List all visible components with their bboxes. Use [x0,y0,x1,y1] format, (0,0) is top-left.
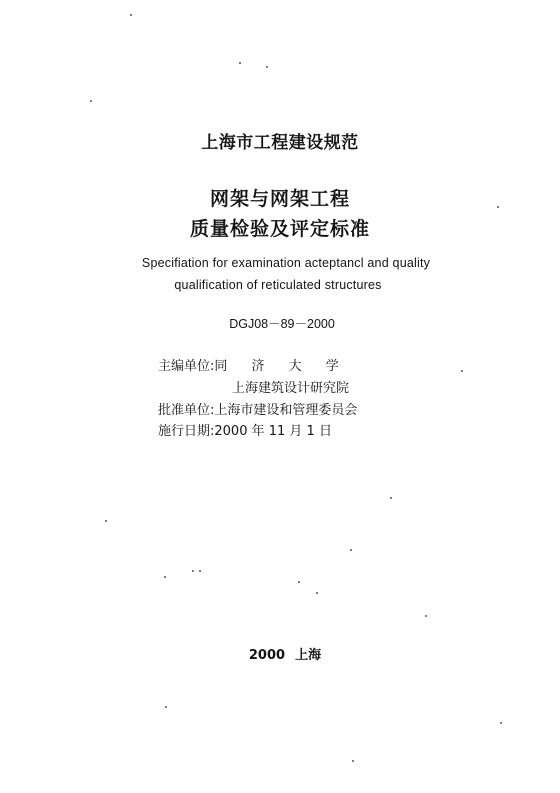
chief-editor-unit-1: 同 济 大 学 [214,359,349,374]
scan-speck [316,592,318,594]
scan-speck [239,62,241,64]
chief-editor-label: 主编单位: [158,359,215,374]
effective-date-row [158,420,332,439]
scan-speck [352,760,354,762]
standard-series: 上海市工程建设规范 [201,133,359,153]
scan-speck [350,549,352,551]
document-title-line-1: 网架与网架工程 [209,188,350,210]
chief-editor-unit-2: 上海建筑设计研究院 [232,381,350,396]
english-title-line-1: Specifiation for examination acteptancl and quality [141,256,431,270]
scan-speck [199,570,201,572]
scan-speck [90,100,92,102]
effective-date: 2000 年 11 月 1 日 [214,424,332,439]
scan-speck [425,615,427,617]
scan-speck [500,722,502,724]
scan-speck [266,66,268,68]
standard-code: DGJ08－89－2000 [229,317,335,331]
scan-speck [298,581,300,583]
scan-speck [164,576,166,578]
approver-label: 批准单位: [158,403,215,418]
scan-speck [461,370,463,372]
approver-unit: 上海市建设和管理委员会 [214,403,358,418]
publication-city: 上海 [295,648,322,663]
publication-footer [5,644,560,663]
publication-year: 2000 [248,648,286,663]
effective-date-label: 施行日期: [158,424,215,439]
scan-speck [390,497,392,499]
scan-speck [165,706,167,708]
scan-speck [192,570,194,572]
scan-speck [105,520,107,522]
chief-editor-row-2 [232,377,349,396]
scan-speck [497,206,499,208]
scan-speck [130,14,132,16]
english-title-line-2: qualification of reticulated structures [174,278,382,292]
chief-editor-row [158,355,349,374]
document-title-line-2: 质量检验及评定标准 [189,218,370,240]
approver-row [158,399,357,418]
